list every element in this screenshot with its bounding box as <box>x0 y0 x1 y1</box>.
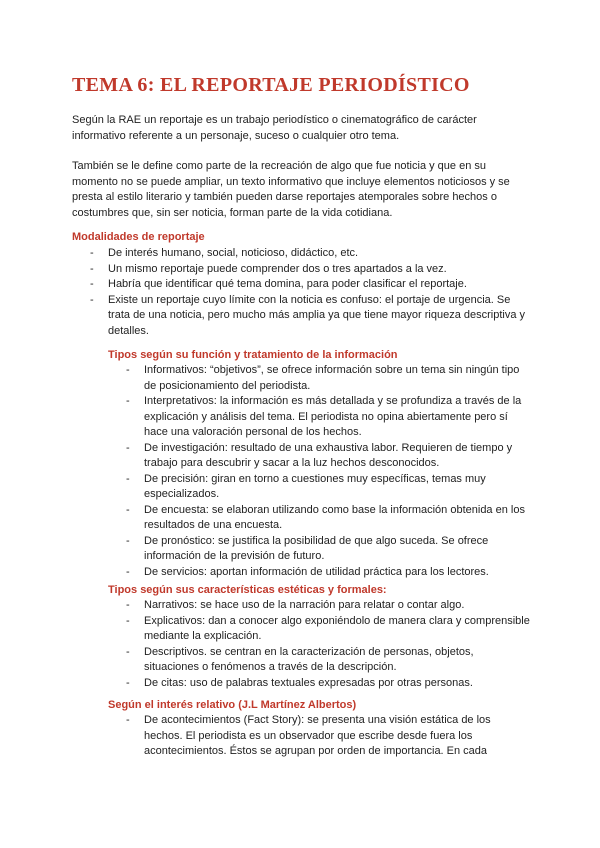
definition-paragraph: También se le define como parte de la recreación de algo que fue noticia y que en su momento no se puede ampliar, un texto informativo que incluye elementos noticiosos y se presta al estilo literario y también pueden darse reportajes atemporales sobre hechos o costumbres que, sin ser noticia, forman parte de la vida cotidiana. <box>72 160 510 219</box>
list-item: - Narrativos: se hace uso de la narración para relatar o contar algo. <box>144 598 530 614</box>
list-item: - De precisión: giran en torno a cuestiones muy específicas, temas muy especializados. <box>144 472 530 503</box>
list-item: - Interpretativos: la información es más detallada y se profundiza a través de la explicación y análisis del tema. El periodista no opina abiertamente pero sí hace una valoración personal de los hechos. <box>144 394 530 441</box>
interes-list <box>144 713 530 760</box>
list-item: - De acontecimientos (Fact Story): se presenta una visión estática de los hechos. El periodista es un observador que escribe desde fuera los acontecimientos. Éstos se agrupan por orden de importancia. En cada <box>144 713 530 760</box>
document-title: TEMA 6: EL REPORTAJE PERIODÍSTICO <box>72 74 470 96</box>
list-item: - De encuesta: se elaboran utilizando como base la información obtenida en los resultados de una encuesta. <box>144 503 530 534</box>
list-item: - Informativos: “objetivos”, se ofrece información sobre un tema sin ningún tipo de posicionamiento del periodista. <box>144 363 530 394</box>
list-item: - De pronóstico: se justifica la posibilidad de que algo suceda. Se ofrece información de la previsión de futuro. <box>144 534 530 565</box>
list-item: - Existe un reportaje cuyo límite con la noticia es confuso: el portaje de urgencia. Se trata de una noticia, pero mucho más amplia ya que tiene mayor riqueza descriptiva y detalles. <box>108 293 528 340</box>
list-item: - Un mismo reportaje puede comprender dos o tres apartados a la vez. <box>108 262 528 278</box>
esteticas-heading: Tipos según sus características estéticas y formales: <box>108 584 387 596</box>
interes-heading: Según el interés relativo (J.L Martínez Albertos) <box>108 699 357 711</box>
intro-paragraph: Según la RAE un reportaje es un trabajo periodístico o cinematográfico de carácter informativo referente a un personaje, suceso o cualquier otro tema. <box>72 114 477 142</box>
list-item: - Explicativos: dan a conocer algo exponiéndolo de manera clara y comprensible mediante la explicación. <box>144 614 530 645</box>
funcion-list <box>144 363 530 580</box>
modalidades-list <box>108 246 528 339</box>
list-item: - De servicios: aportan información de utilidad práctica para los lectores. <box>144 565 530 581</box>
list-item: - De citas: uso de palabras textuales expresadas por otras personas. <box>144 676 530 692</box>
modalidades-heading: Modalidades de reportaje <box>72 231 205 243</box>
funcion-heading: Tipos según su función y tratamiento de la información <box>108 349 398 361</box>
list-item: - De interés humano, social, noticioso, didáctico, etc. <box>108 246 528 262</box>
list-item: - De investigación: resultado de una exhaustiva labor. Requieren de tiempo y trabajo para descubrir y sacar a la luz hechos desconocidos. <box>144 441 530 472</box>
list-item: - Descriptivos. se centran en la caracterización de personas, objetos, situaciones o fenómenos a través de la descripción. <box>144 645 530 676</box>
list-item: - Habría que identificar qué tema domina, para poder clasificar el reportaje. <box>108 277 528 293</box>
esteticas-list <box>144 598 530 691</box>
